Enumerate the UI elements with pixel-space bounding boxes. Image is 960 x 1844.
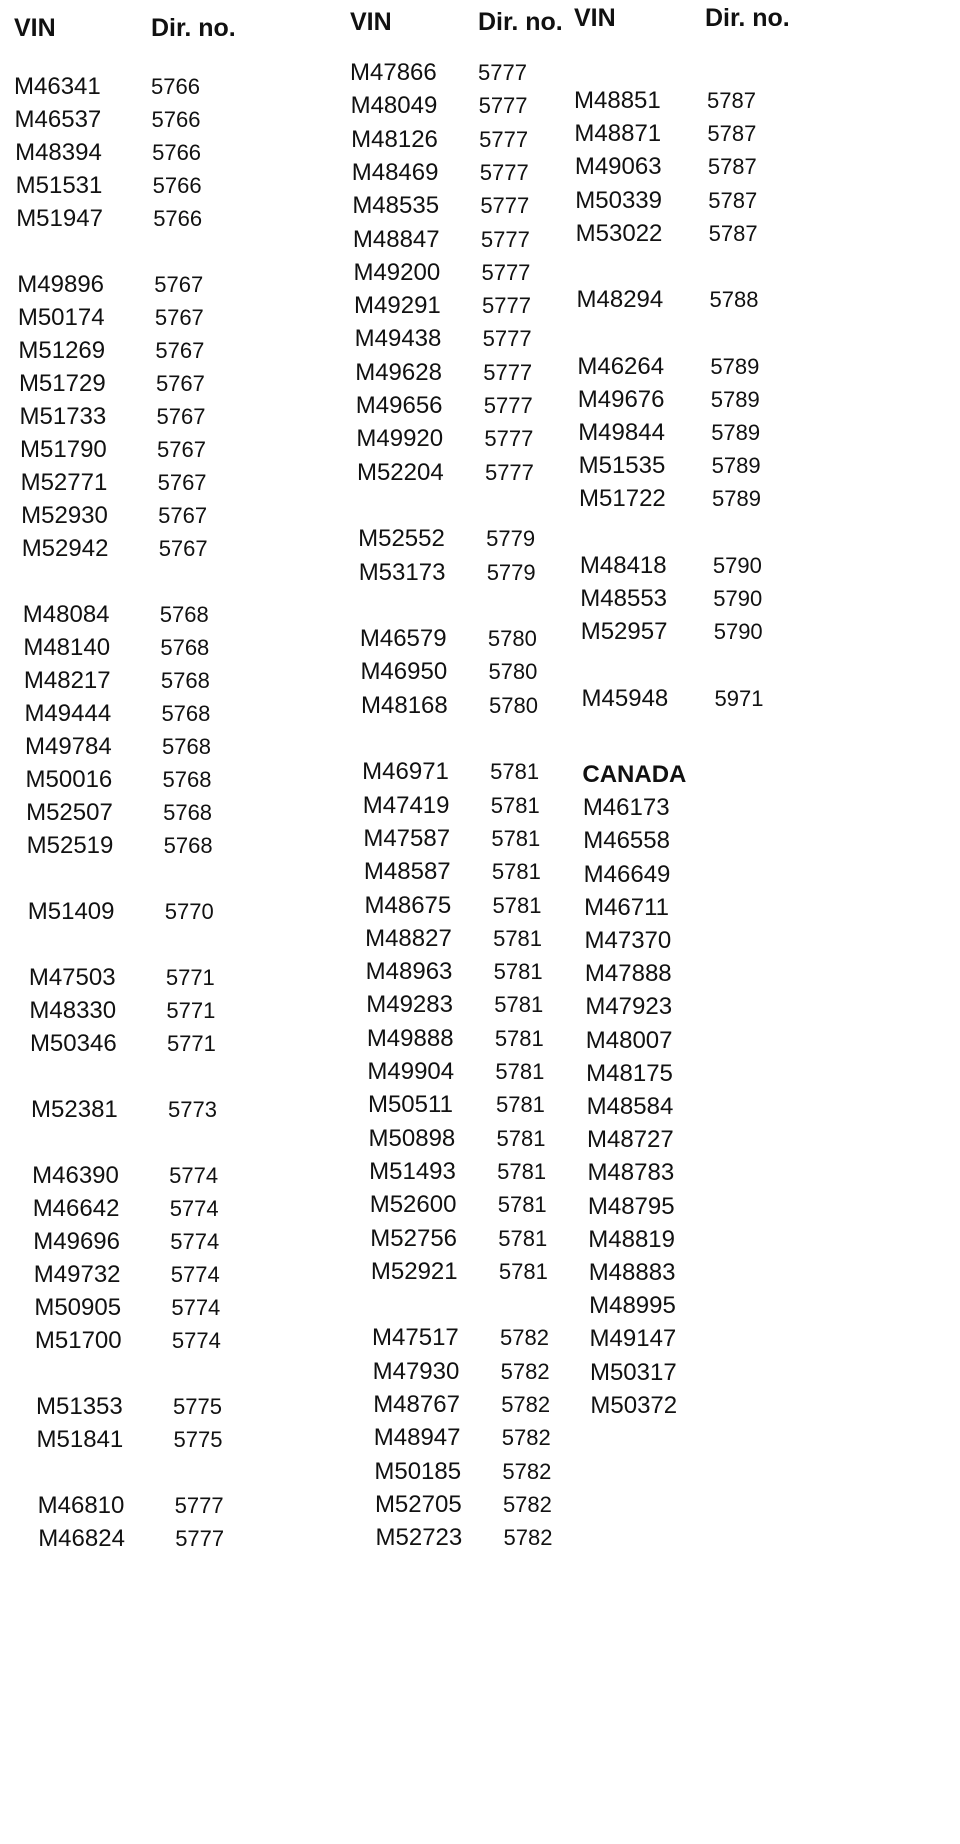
vin-value: M49904	[367, 1058, 455, 1085]
dir-no-value: 5768	[160, 635, 210, 660]
vin-value: M48675	[364, 891, 452, 919]
vin-value: M49920	[356, 425, 444, 453]
dir-no-value: 5767	[157, 437, 206, 462]
vin-value: M51353	[36, 1393, 123, 1420]
dir-no-value: 5781	[491, 859, 541, 885]
dir-no-value: 5774	[171, 1328, 221, 1353]
dir-no-value: 5767	[154, 305, 204, 330]
vin-value: M48727	[587, 1126, 674, 1154]
dir-no-value: 5781	[491, 825, 541, 851]
vin-value: M50016	[25, 766, 113, 793]
vin-value: M50185	[374, 1457, 462, 1485]
dir-no-value: 5787	[707, 154, 757, 180]
vin-value: M49283	[366, 991, 453, 1019]
vin-header: VIN	[14, 14, 56, 42]
vin-header: VIN	[574, 4, 616, 32]
vin-value: M48394	[15, 139, 102, 166]
dir-no-value: 5767	[158, 536, 208, 561]
dir-no-value: 5767	[155, 338, 205, 363]
dir-no-value: 5775	[173, 1427, 223, 1452]
vin-value: M48587	[363, 858, 451, 886]
vin-value: M49063	[574, 153, 662, 181]
vin-value: M47888	[584, 960, 672, 988]
vin-value: M46390	[32, 1162, 119, 1189]
dir-no-value: 5781	[496, 1125, 546, 1151]
vin-value: M52957	[580, 618, 668, 646]
dir-no-value: 5766	[153, 206, 203, 231]
dir-no-value: 5777	[481, 259, 531, 285]
vin-value: M48535	[352, 192, 440, 220]
dir-no-value: 5768	[159, 602, 209, 627]
vin-value: M52942	[21, 535, 109, 562]
dir-no-value: 5767	[158, 503, 208, 528]
vin-value: M49291	[354, 292, 441, 320]
vin-value: M48007	[585, 1026, 673, 1054]
dir-no-value: 5777	[484, 426, 534, 452]
vin-header: VIN	[350, 8, 392, 36]
vin-value: M46649	[583, 860, 671, 888]
dir-no-value: 5787	[708, 220, 758, 246]
dir-no-header: Dir. no.	[705, 4, 790, 32]
vin-value: M49444	[24, 700, 112, 727]
vin-value: M46558	[583, 827, 670, 855]
vin-value: M47503	[28, 964, 116, 991]
dir-no-value: 5782	[500, 1325, 549, 1351]
dir-no-value: 5782	[502, 1458, 552, 1484]
vin-value: M49696	[33, 1228, 120, 1255]
vin-value: M47866	[350, 59, 437, 86]
vin-value: M52552	[358, 525, 445, 553]
vin-value: M48847	[352, 225, 440, 253]
dir-no-value: 5782	[501, 1392, 551, 1417]
vin-value: M51493	[369, 1157, 456, 1185]
dir-no-value: 5768	[162, 734, 211, 759]
vin-value: M52723	[375, 1524, 463, 1552]
dir-no-value: 5782	[503, 1525, 553, 1551]
vin-value: M50905	[34, 1294, 122, 1321]
dir-no-value: 5787	[708, 187, 758, 213]
dir-no-value: 5777	[478, 93, 528, 119]
vin-value: M49656	[355, 392, 443, 419]
vin-value: M48584	[586, 1093, 674, 1120]
dir-no-value: 5779	[486, 526, 536, 552]
vin-value: M48294	[576, 286, 664, 314]
vin-value: M48819	[588, 1225, 675, 1253]
vin-value: M46537	[14, 106, 102, 133]
dir-no-value: 5777	[478, 60, 527, 85]
vin-value: M47419	[362, 791, 450, 819]
vin-value: M52204	[356, 458, 444, 486]
dir-no-value: 5781	[492, 892, 542, 918]
dir-no-value: 5787	[707, 121, 757, 147]
vin-value: M53022	[575, 219, 663, 247]
dir-no-value: 5774	[170, 1229, 220, 1254]
dir-no-value: 5790	[712, 552, 762, 578]
dir-no-value: 5779	[486, 559, 536, 585]
vin-value: M46824	[38, 1525, 125, 1552]
vin-value: M49628	[355, 358, 442, 386]
dir-no-value: 5777	[479, 126, 529, 152]
vin-value: M52381	[31, 1096, 118, 1123]
dir-no-value: 5781	[493, 925, 543, 951]
vin-value: M46341	[14, 73, 101, 100]
dir-no-value: 5789	[712, 486, 761, 512]
dir-no-value: 5767	[154, 272, 204, 297]
dir-no-value: 5774	[169, 1163, 219, 1188]
vin-value: M51729	[18, 370, 106, 397]
vin-value: M48795	[587, 1192, 675, 1220]
vin-value: M46642	[32, 1195, 120, 1222]
vin-value: M49438	[354, 325, 442, 353]
vin-value: M48963	[365, 958, 453, 986]
dir-no-value: 5774	[171, 1295, 221, 1320]
vin-value: M49732	[33, 1261, 121, 1288]
vin-value: M47930	[372, 1357, 460, 1385]
vin-value: M49200	[353, 258, 441, 286]
dir-no-value: 5971	[714, 685, 764, 711]
vin-value: M48883	[588, 1259, 676, 1286]
vin-value: M51535	[578, 452, 666, 480]
vin-value: M50511	[367, 1091, 453, 1119]
dir-no-value: 5782	[500, 1358, 550, 1384]
vin-value: M48126	[351, 125, 438, 153]
vin-value: M47370	[584, 927, 672, 954]
dir-no-value: 5766	[152, 140, 202, 165]
vin-value: M50372	[590, 1391, 678, 1419]
vin-value: M51733	[19, 403, 107, 430]
vin-value: M51947	[16, 205, 103, 232]
dir-no-value: 5781	[498, 1258, 548, 1284]
dir-no-value: 5768	[163, 833, 213, 858]
dir-no-value: 5771	[166, 1031, 216, 1056]
vin-value: M47923	[585, 993, 673, 1021]
vin-value: M48084	[22, 601, 110, 628]
dir-no-header: Dir. no.	[151, 14, 236, 42]
vin-value: M46264	[577, 352, 665, 380]
dir-no-value: 5789	[711, 453, 761, 479]
dir-no-value: 5770	[164, 899, 214, 924]
dir-no-value: 5790	[713, 619, 763, 645]
dir-no-value: 5768	[162, 767, 212, 792]
dir-no-value: 5767	[155, 371, 205, 396]
dir-no-value: 5789	[711, 420, 761, 445]
dir-no-value: 5768	[160, 668, 210, 693]
vin-value: M46971	[362, 758, 449, 786]
dir-no-value: 5781	[497, 1158, 547, 1184]
dir-no-value: 5767	[157, 470, 207, 495]
vin-value: M49896	[17, 271, 105, 298]
vin-value: M51409	[27, 898, 115, 925]
dir-no-value: 5777	[484, 459, 534, 485]
vin-value: M51841	[36, 1426, 124, 1453]
vin-value: M49676	[577, 385, 665, 413]
dir-no-value: 5781	[495, 1092, 545, 1118]
vin-value: M48851	[574, 87, 661, 114]
dir-no-value: 5771	[165, 965, 215, 990]
dir-no-value: 5777	[483, 359, 533, 385]
vin-value: M51269	[18, 337, 106, 364]
vin-value: M48469	[351, 158, 439, 186]
vin-value: M48330	[29, 997, 117, 1024]
dir-no-value: 5781	[494, 992, 544, 1018]
dir-no-value: 5790	[713, 586, 763, 611]
dir-no-value: 5780	[488, 659, 538, 685]
dir-no-value: 5781	[493, 959, 543, 985]
vin-value: M52600	[369, 1191, 457, 1219]
vin-value: M52771	[20, 469, 108, 496]
dir-no-value: 5781	[490, 759, 540, 785]
vin-value: M45948	[581, 684, 669, 712]
vin-value: M46173	[582, 794, 670, 822]
dir-no-value: 5777	[480, 226, 530, 252]
vin-value: M51790	[20, 436, 107, 463]
vin-value: M46711	[584, 893, 670, 921]
dir-no-value: 5781	[495, 1059, 545, 1084]
dir-no-value: 5788	[709, 287, 759, 313]
dir-no-value: 5768	[163, 800, 213, 825]
vin-value: M49844	[578, 419, 665, 446]
dir-no-value: 5771	[166, 998, 216, 1023]
vin-value: M50174	[17, 304, 105, 331]
vin-value: M48140	[23, 634, 111, 661]
dir-no-value: 5777	[479, 159, 529, 185]
vin-value: M49784	[25, 733, 112, 760]
vin-value: M51700	[34, 1327, 122, 1354]
dir-no-value: 5781	[497, 1192, 547, 1218]
vin-value: M48168	[361, 691, 448, 719]
dir-no-value: 5782	[502, 1491, 552, 1517]
vin-value: M48783	[587, 1159, 675, 1187]
dir-no-value: 5787	[707, 88, 756, 113]
vin-value: M52519	[26, 832, 114, 859]
vin-value: M48995	[589, 1292, 676, 1320]
dir-no-value: 5775	[173, 1394, 222, 1419]
vin-value: M46950	[360, 658, 448, 686]
vin-value: M53173	[358, 558, 446, 586]
vin-value: M51722	[579, 485, 666, 513]
dir-no-value: 5781	[498, 1225, 548, 1251]
vin-value: M50317	[589, 1358, 677, 1386]
vin-value: M48049	[350, 92, 438, 120]
dir-no-header: Dir. no.	[478, 8, 563, 36]
vin-value: M50898	[368, 1124, 456, 1152]
vin-value: M51531	[15, 172, 103, 199]
vin-value: M52930	[21, 502, 108, 529]
vin-value: M48217	[23, 667, 111, 694]
dir-no-value: 5781	[494, 1025, 544, 1051]
dir-no-value: 5781	[490, 792, 540, 818]
dir-no-value: 5777	[482, 326, 532, 352]
vin-value: M50346	[29, 1030, 117, 1057]
vin-value: M48175	[586, 1059, 673, 1087]
vin-value: M47587	[363, 824, 451, 852]
dir-no-value: 5767	[156, 404, 206, 429]
dir-no-value: 5782	[501, 1425, 551, 1451]
dir-no-value: 5777	[174, 1493, 224, 1518]
vin-value: M48553	[580, 585, 668, 612]
vin-value: M48871	[574, 120, 662, 148]
vin-value: M50339	[575, 186, 662, 214]
dir-no-value: 5777	[483, 393, 533, 418]
dir-no-value: 5766	[151, 107, 201, 132]
vin-value: M48827	[365, 924, 452, 952]
vin-value: M48947	[373, 1424, 461, 1452]
dir-no-value: 5774	[169, 1196, 219, 1221]
vin-value: M49147	[589, 1325, 677, 1353]
dir-no-value: 5773	[168, 1097, 217, 1122]
dir-no-value: 5768	[161, 701, 211, 726]
vin-value: M47517	[372, 1324, 459, 1352]
dir-no-value: 5777	[175, 1526, 225, 1551]
vin-value: M48767	[373, 1391, 460, 1418]
dir-no-value: 5789	[710, 353, 760, 379]
dir-no-value: 5777	[482, 293, 531, 319]
vin-value: M52756	[370, 1224, 458, 1252]
dir-no-value: 5766	[152, 173, 202, 198]
vin-value: M48418	[579, 551, 667, 579]
dir-no-value: 5777	[480, 193, 530, 219]
canada-heading: CANADA	[582, 761, 687, 788]
vin-value: M52705	[374, 1490, 462, 1518]
vin-value: M46579	[359, 625, 447, 653]
vin-value: M46810	[37, 1492, 125, 1519]
dir-no-value: 5774	[170, 1262, 220, 1287]
vin-value: M52507	[26, 799, 113, 826]
vin-value: M49888	[366, 1024, 454, 1052]
dir-no-value: 5789	[710, 386, 760, 412]
dir-no-value: 5780	[489, 692, 538, 718]
dir-no-value: 5780	[487, 626, 537, 652]
dir-no-value: 5766	[151, 74, 200, 99]
vin-value: M52921	[370, 1257, 458, 1285]
